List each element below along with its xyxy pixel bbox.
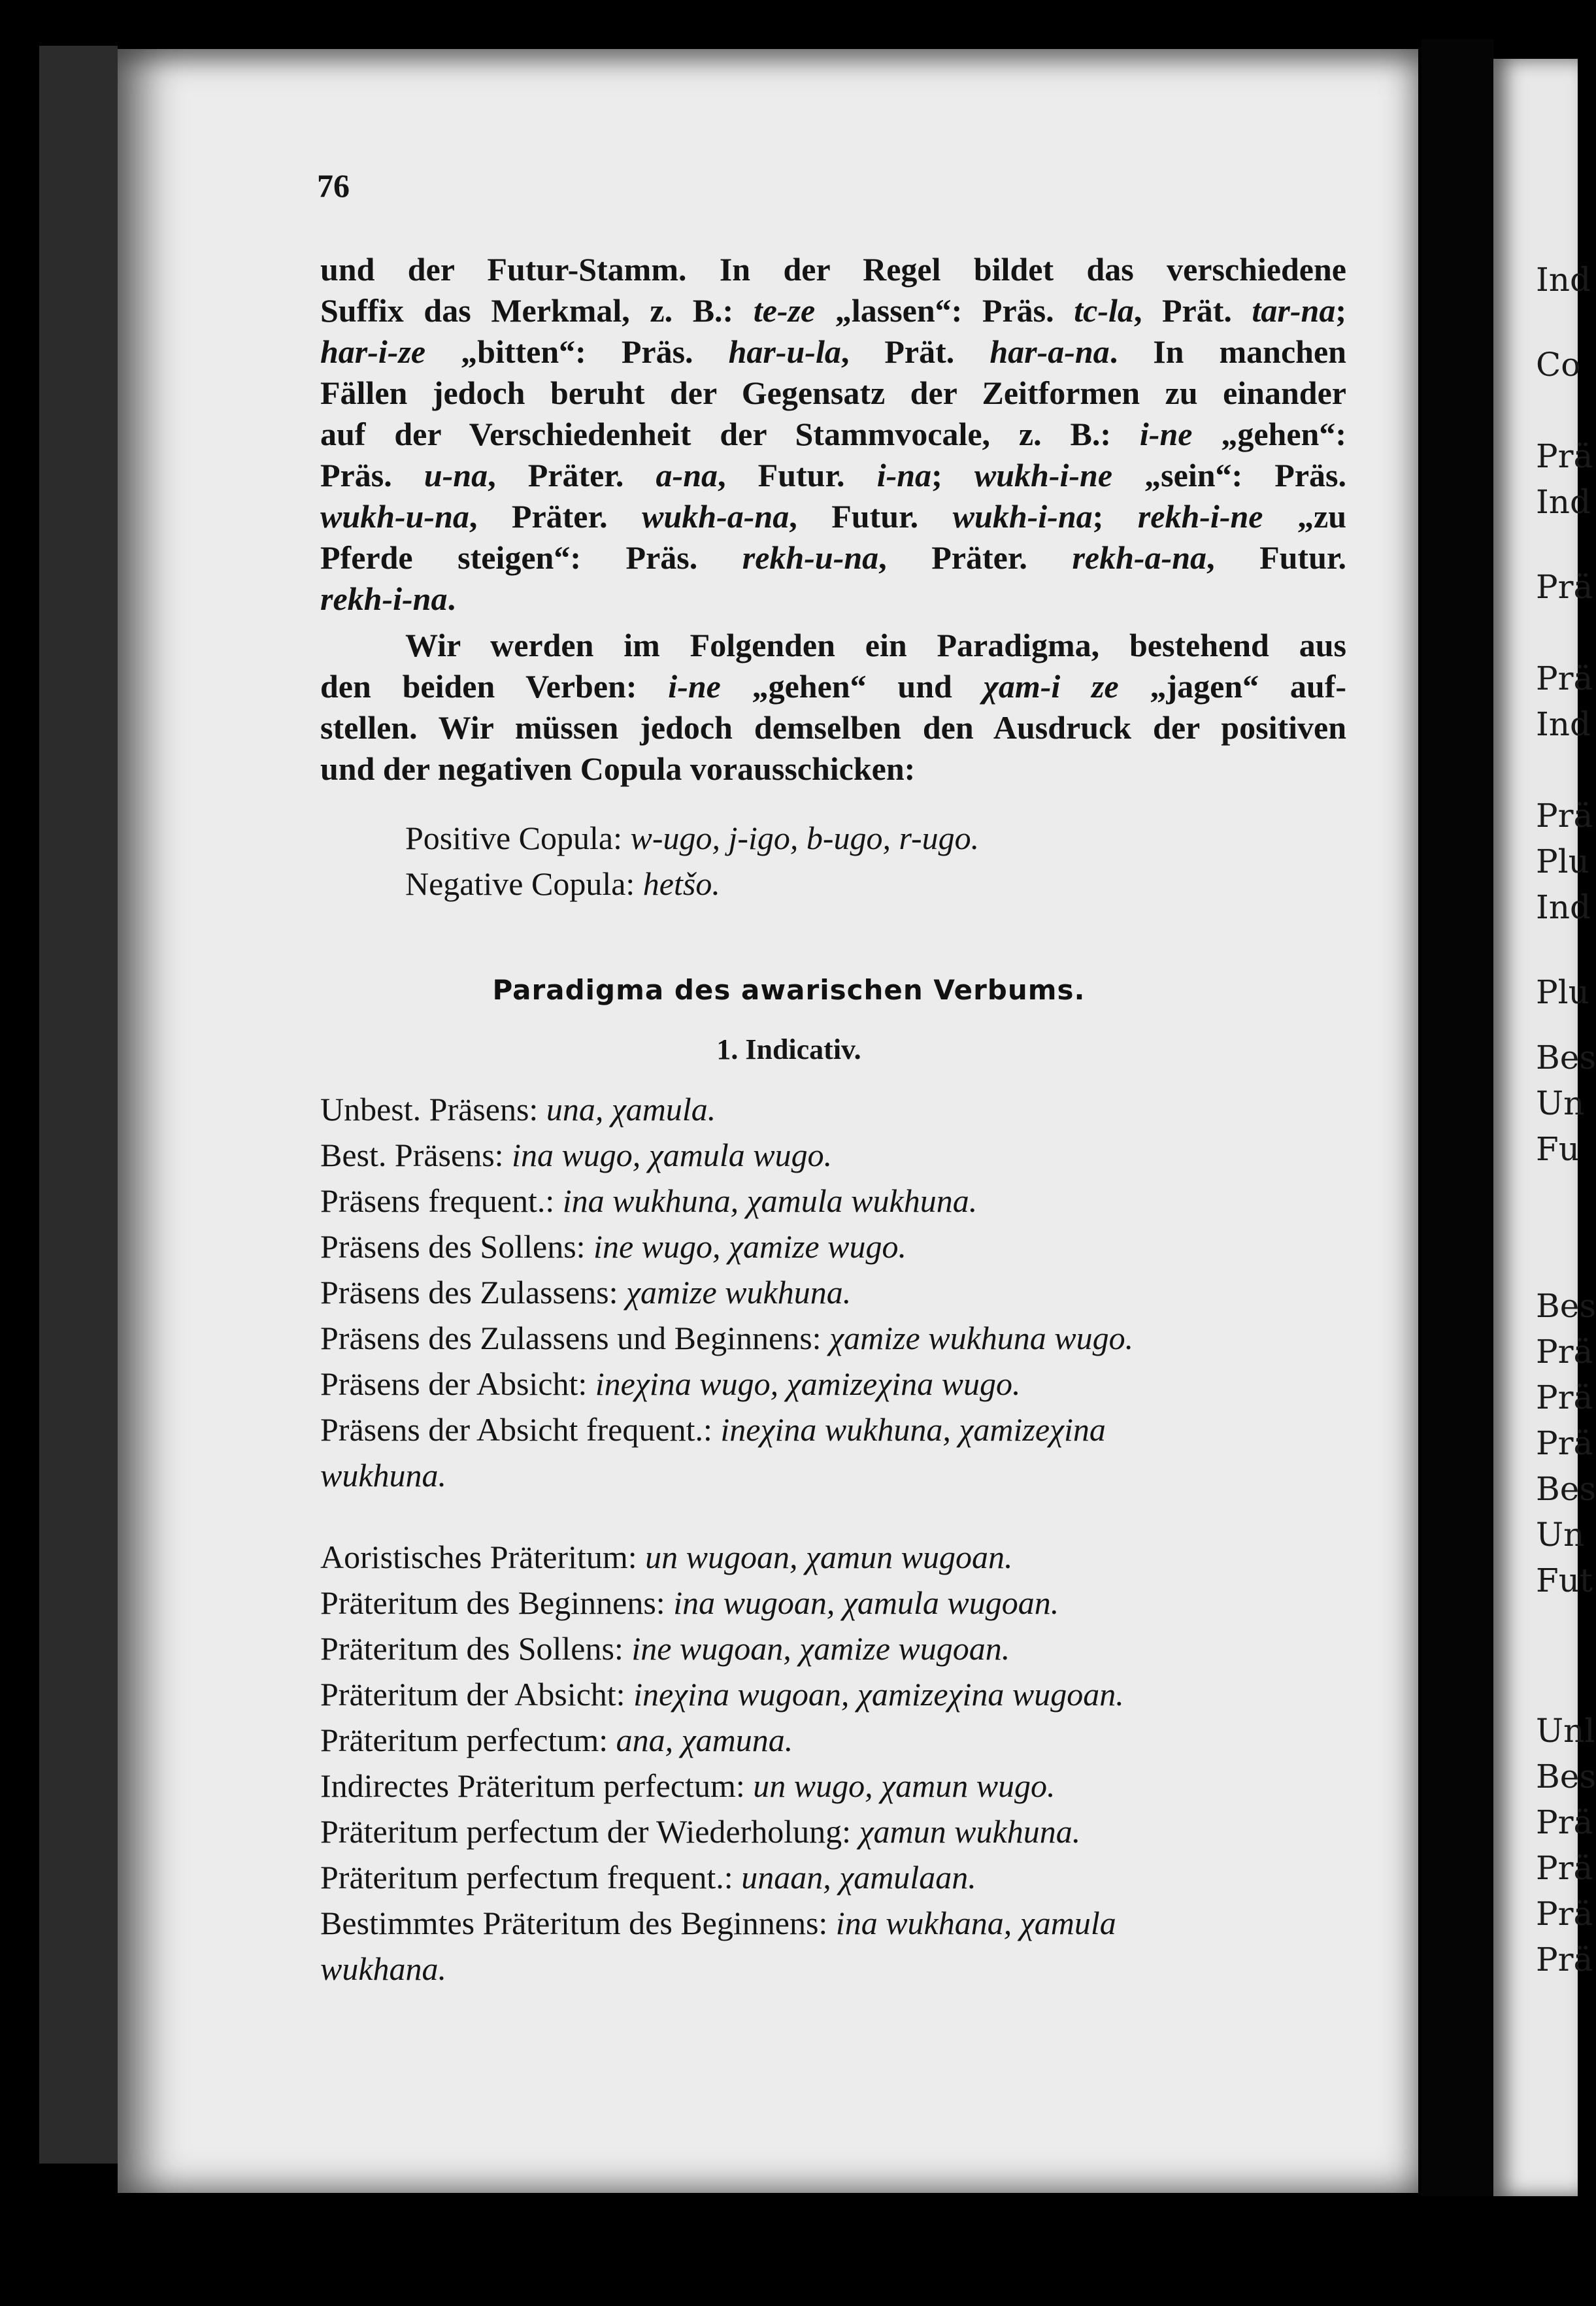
text-run: Präteritum perfectum: <box>320 1722 616 1758</box>
text-run: „sein“: Präs. <box>1112 457 1346 493</box>
text-run: Präteritum des Sollens: <box>320 1630 632 1667</box>
italic-term: ina wukhuna, χamula wukhuna. <box>562 1182 978 1219</box>
paradigm-entry <box>320 1317 1133 1359</box>
body-line <box>320 707 1346 748</box>
paradigm-entry <box>320 1409 1106 1450</box>
next-page-line-stub: Prä <box>1536 568 1593 606</box>
text-run: „zu <box>1263 498 1347 535</box>
italic-term: ana, χamuna. <box>616 1722 793 1758</box>
italic-term: ine wugo, χamize wugo. <box>593 1228 906 1265</box>
italic-term: i-na <box>876 457 932 493</box>
italic-term: rekh-i-ne <box>1137 498 1263 535</box>
next-page-line-stub: Ind <box>1536 705 1591 743</box>
italic-term: a-na <box>656 457 718 493</box>
text-run: „gehen“ und <box>720 668 984 705</box>
italic-term: tar-na <box>1252 292 1336 329</box>
next-page-line-stub: Plu <box>1536 973 1589 1011</box>
italic-term: un wugo, χamun wugo. <box>753 1767 1056 1804</box>
next-page-line-stub: Ind <box>1536 888 1591 926</box>
next-page-line-stub: Fut <box>1536 1562 1593 1599</box>
body-line <box>320 748 1346 790</box>
italic-term: un wugoan, χamun wugoan. <box>645 1539 1013 1575</box>
italic-term: ina wugoan, χamula wugoan. <box>673 1584 1059 1621</box>
body-line <box>320 372 1346 414</box>
next-page-line-stub: Bes <box>1536 1758 1596 1796</box>
paradigm-entry <box>320 1811 1080 1852</box>
text-run: Unbest. Präsens: <box>320 1091 546 1128</box>
text-run: auf der Verschiedenheit der Stammvocale, z. B.: <box>320 416 1140 452</box>
text-run: Präteritum perfectum frequent.: <box>320 1859 742 1896</box>
body-line <box>320 413 1346 455</box>
italic-term: wukh-i-na <box>952 498 1093 535</box>
italic-term: wukh-i-ne <box>974 457 1113 493</box>
text-run: , Präter. <box>469 498 642 535</box>
italic-term: har-u-la <box>728 333 841 370</box>
next-page-line-stub: Prä <box>1536 437 1593 475</box>
italic-term: har-a-na <box>989 333 1110 370</box>
next-page-line-stub: Prä <box>1536 1895 1593 1933</box>
body-line <box>320 248 1346 290</box>
next-page-line-stub: Prä <box>1536 660 1593 697</box>
paradigm-entry <box>320 1902 1116 1944</box>
paradigm-entry <box>320 1226 906 1267</box>
paradigm-entry <box>320 1363 1021 1405</box>
text-run: Präteritum perfectum der Wiederholung: <box>320 1813 859 1850</box>
text-run: Aoristisches Präteritum: <box>320 1539 646 1575</box>
text-run: und der negativen Copula vorausschicken: <box>320 750 916 787</box>
paradigm-entry <box>320 1856 976 1898</box>
italic-term: wukhana. <box>320 1950 447 1987</box>
body-line <box>320 495 1346 537</box>
body-line <box>320 454 1346 496</box>
body-line <box>320 578 1346 620</box>
paradigm-entry <box>320 1719 793 1761</box>
page-number: 76 <box>317 167 350 204</box>
body-line <box>405 624 1346 666</box>
text-run: Präteritum des Beginnens: <box>320 1584 674 1621</box>
italic-term: wukh-a-na <box>642 498 790 535</box>
italic-term: i-ne <box>668 668 721 705</box>
italic-term: rekh-i-na <box>320 580 448 617</box>
next-page-line-stub: Prä <box>1536 1333 1593 1371</box>
next-page-line-stub: Prä <box>1536 1803 1593 1841</box>
next-page-line-stub: Prä <box>1536 1379 1593 1416</box>
italic-term: χamize wukhuna wugo. <box>829 1320 1134 1356</box>
text-run: Präsens der Absicht frequent.: <box>320 1411 721 1448</box>
italic-term: te-ze <box>753 292 816 329</box>
text-run: Indirectes Präteritum perfectum: <box>320 1767 754 1804</box>
body-line <box>320 665 1346 707</box>
paradigm-entry <box>320 1088 716 1130</box>
text-run: Suffix das Merkmal, z. B.: <box>320 292 754 329</box>
text-run: ; <box>1335 292 1346 329</box>
italic-term: tc-la <box>1074 292 1134 329</box>
text-run: Best. Präsens: <box>320 1137 512 1173</box>
text-run: . <box>447 580 456 617</box>
italic-term: una, χamula. <box>546 1091 716 1128</box>
paradigm-entry <box>320 1673 1124 1715</box>
text-run: , Futur. <box>718 457 877 493</box>
text-run: und der Futur-Stamm. In der Regel bildet das verschiedene <box>320 251 1346 288</box>
paradigm-entry <box>320 1628 1010 1669</box>
italic-term: ina wukhana, χamula <box>835 1905 1116 1941</box>
next-page-line-stub: Ind <box>1536 483 1591 521</box>
italic-term: ineχina wukhuna, χamizeχina <box>720 1411 1106 1448</box>
paradigm-entry <box>320 1180 977 1222</box>
next-page-line-stub: Prä <box>1536 1424 1593 1462</box>
next-page-line-stub: Prä <box>1536 797 1593 835</box>
italic-term: χam-i ze <box>983 668 1119 705</box>
text-run: Positive Copula: <box>405 820 631 856</box>
text-run: , Futur. <box>1206 539 1346 576</box>
text-run: „lassen“: Präs. <box>815 292 1074 329</box>
next-page-line-stub: Plu <box>1536 843 1589 880</box>
italic-term: wukh-u-na <box>320 498 469 535</box>
body-line <box>320 331 1346 373</box>
text-run: ; <box>1092 498 1138 535</box>
negative-copula <box>405 863 720 905</box>
text-run: , Prät. <box>1133 292 1252 329</box>
text-run: Negative Copula: <box>405 865 643 902</box>
next-page-line-stub: Unl <box>1536 1712 1595 1750</box>
next-page-line-stub: Co <box>1536 346 1581 384</box>
text-run: , Prät. <box>840 333 990 370</box>
next-page-line-stub: Bes <box>1536 1287 1596 1325</box>
paradigm-entry <box>320 1765 1056 1807</box>
italic-term: ineχina wugoan, χamizeχina wugoan. <box>633 1676 1124 1713</box>
section-subheading: 1. Indicativ. <box>716 1033 861 1065</box>
text-run: Fällen jedoch beruht der Gegensatz der Zeitformen zu einander <box>320 375 1346 411</box>
next-page-line-stub: Un <box>1536 1084 1585 1122</box>
italic-term: rekh-a-na <box>1072 539 1207 576</box>
text-run: , Präter. <box>878 539 1072 576</box>
text-run: Präsens des Sollens: <box>320 1228 594 1265</box>
paradigm-entry <box>320 1454 446 1496</box>
text-run: Präs. <box>320 457 424 493</box>
italic-term: ineχina wugo, χamizeχina wugo. <box>595 1365 1021 1402</box>
text-run: Präsens des Zulassens: <box>320 1274 626 1311</box>
next-page-fragment <box>1493 59 1596 2196</box>
text-run: . In manchen <box>1109 333 1346 370</box>
next-page-line-stub: Ind <box>1536 261 1591 299</box>
italic-term: rekh-u-na <box>742 539 879 576</box>
next-page-line-stub: Bes <box>1536 1470 1596 1508</box>
paradigm-entry <box>320 1582 1059 1624</box>
left-page-edge <box>39 46 118 2164</box>
text-run: Wir werden im Folgenden ein Paradigma, bestehend aus <box>405 627 1346 663</box>
next-page-line-stub: Un <box>1536 1516 1585 1554</box>
italic-term: u-na <box>424 457 488 493</box>
text-run: „jagen“ auf- <box>1118 668 1347 705</box>
next-page-line-stub: Prä <box>1536 1941 1593 1979</box>
text-run: Präteritum der Absicht: <box>320 1676 634 1713</box>
italic-term: i-ne <box>1139 416 1193 452</box>
book-gutter <box>1421 39 1493 2196</box>
italic-term: ine wugoan, χamize wugoan. <box>631 1630 1010 1667</box>
next-page-line-stub: Bes <box>1536 1039 1596 1077</box>
text-run: stellen. Wir müssen jedoch demselben den Ausdruck der positiven <box>320 709 1346 746</box>
italic-term: ina wugo, χamula wugo. <box>512 1137 833 1173</box>
section-heading: Paradigma des awarischen Verbums. <box>492 974 1086 1006</box>
next-page-line-stub: Fu <box>1536 1130 1580 1168</box>
text-run: „bitten“: Präs. <box>425 333 729 370</box>
positive-copula <box>405 817 979 859</box>
text-run: den beiden Verben: <box>320 668 669 705</box>
italic-term: χamun wukhuna. <box>859 1813 1081 1850</box>
text-run: „gehen“: <box>1192 416 1346 452</box>
paradigm-entry <box>320 1948 446 1990</box>
paradigm-entry <box>320 1134 832 1176</box>
italic-term: har-i-ze <box>320 333 426 370</box>
italic-term: hetšo. <box>642 865 720 902</box>
text-run: Präsens des Zulassens und Beginnens: <box>320 1320 830 1356</box>
body-line <box>320 537 1346 578</box>
text-run: ; <box>931 457 974 493</box>
italic-term: χamize wukhuna. <box>626 1274 852 1311</box>
next-page-line-stub: Prä <box>1536 1849 1593 1887</box>
paradigm-entry <box>320 1536 1012 1578</box>
text-run: Präsens frequent.: <box>320 1182 563 1219</box>
text-run: Pferde steigen“: Präs. <box>320 539 742 576</box>
text-run: Präsens der Absicht: <box>320 1365 595 1402</box>
italic-term: unaan, χamulaan. <box>741 1859 976 1896</box>
italic-term: w-ugo, j-igo, b-ugo, r-ugo. <box>630 820 980 856</box>
text-run: , Futur. <box>789 498 953 535</box>
body-line <box>320 290 1346 331</box>
text-run: , Präter. <box>488 457 656 493</box>
paradigm-entry <box>320 1271 851 1313</box>
italic-term: wukhuna. <box>320 1457 447 1494</box>
text-run: Bestimmtes Präteritum des Beginnens: <box>320 1905 836 1941</box>
